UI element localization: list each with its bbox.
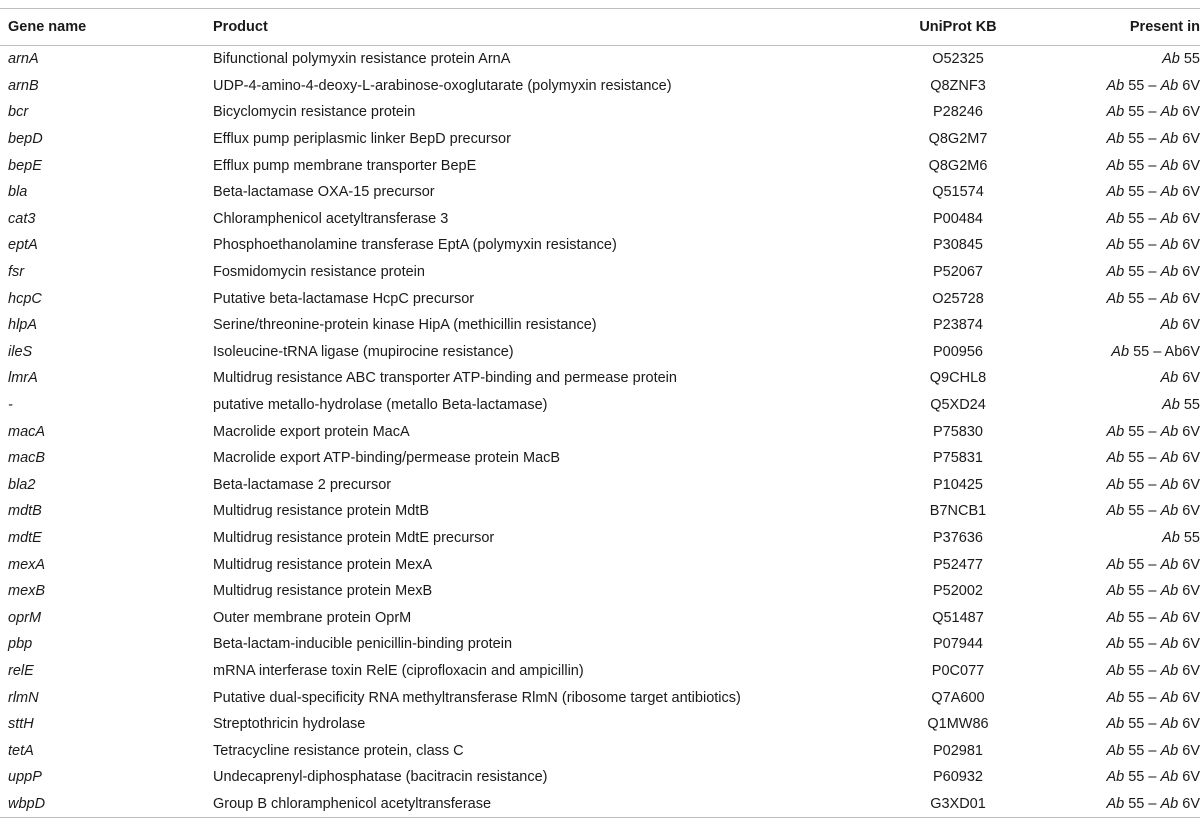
strain-prefix: Ab [1106,609,1125,626]
strain-prefix: Ab [1106,157,1125,174]
strain-prefix: Ab [1160,423,1179,440]
strain-prefix: Ab [1160,210,1179,227]
cell-product: Efflux pump membrane transporter BepE [213,157,477,174]
cell-present-in [1083,152,1200,179]
table-row [0,392,1200,419]
strain-prefix: Ab [1111,343,1130,360]
cell-present-in [1083,312,1200,339]
cell-product: Group B chloramphenicol acetyltransferase [213,795,492,812]
table-row [0,791,1200,818]
strain-text: 6V [1178,476,1200,493]
cell-gene-name: relE [8,662,34,679]
strain-text: 6V [1178,503,1200,520]
strain-text: 6V [1178,157,1200,174]
strain-prefix: Ab [1106,104,1125,121]
strain-text: 55 – [1124,290,1161,307]
strain-prefix: Ab [1106,450,1125,467]
cell-uniprot-id: Q51487 [932,609,984,626]
strain-text: 6V [1178,77,1200,94]
cell-present-in [1083,179,1200,206]
header-present-in: Present in [1129,19,1200,35]
cell-gene-name: bcr [8,104,29,121]
cell-uniprot-id: Q9CHL8 [929,370,987,387]
cell-gene-name: bepE [8,157,42,174]
strain-prefix: Ab [1106,769,1125,786]
cell-present-in [1083,472,1200,499]
cell-present-in [1083,99,1200,126]
cell-product: Serine/threonine-protein kinase HipA (methicillin resistance) [213,317,597,334]
cell-gene-name: mexA [8,556,46,573]
strain-prefix: Ab [1106,662,1125,679]
cell-gene-name: hcpC [8,290,42,307]
header-row [0,9,1200,46]
cell-present-in [1083,445,1200,472]
strain-text: 55 – [1124,716,1161,733]
cell-gene-name: arnB [8,77,39,94]
cell-uniprot-id: P52002 [933,583,983,600]
strain-prefix: Ab [1160,795,1179,812]
cell-product: Streptothricin hydrolase [213,716,366,733]
cell-gene-name: bla [8,184,28,201]
strain-prefix: Ab [1160,184,1179,201]
table-row [0,658,1200,685]
strain-text: 55 – [1124,476,1161,493]
table-row [0,206,1200,233]
strain-prefix: Ab [1160,237,1179,254]
cell-product: Macrolide export ATP-binding/permease protein MacB [213,450,561,467]
cell-uniprot-id: Q1MW86 [927,716,989,733]
strain-text: 6V [1178,450,1200,467]
strain-text: 6V [1178,609,1200,626]
cell-present-in [1083,365,1200,392]
strain-text: 6V [1178,795,1200,812]
strain-prefix: Ab [1160,476,1179,493]
strain-text: 55 – [1124,237,1161,254]
cell-gene-name: macB [8,450,46,467]
table-row [0,684,1200,711]
strain-text: 55 – [1124,795,1161,812]
strain-text: 55 – [1124,662,1161,679]
cell-uniprot-id: G3XD01 [930,795,986,812]
strain-prefix: Ab [1160,769,1179,786]
strain-prefix: Ab [1106,77,1125,94]
cell-gene-name: - [8,397,13,414]
table-row [0,179,1200,206]
strain-text: 6V [1178,769,1200,786]
cell-product: Putative dual-specificity RNA methyltransferase RlmN (ribosome target antibiotics) [213,689,741,706]
strain-text: 6V [1178,423,1200,440]
strain-prefix: Ab [1106,237,1125,254]
cell-uniprot-id: Q7A600 [931,689,985,706]
cell-product: Multidrug resistance protein MdtE precursor [213,529,495,546]
strain-text: 55 – [1124,104,1161,121]
cell-present-in [1083,46,1200,73]
cell-product: Beta-lactam-inducible penicillin-binding protein [213,636,513,653]
cell-gene-name: eptA [8,237,38,254]
table-row [0,472,1200,499]
cell-gene-name: ileS [8,343,33,360]
cell-product: Fosmidomycin resistance protein [213,264,425,281]
cell-uniprot-id: P60932 [933,769,983,786]
table-row [0,339,1200,366]
cell-gene-name: fsr [8,264,25,281]
table-row [0,737,1200,764]
cell-uniprot-id: O25728 [932,290,984,307]
strain-prefix: Ab [1106,716,1125,733]
cell-gene-name: pbp [8,636,33,653]
strain-text: 55 – [1124,157,1161,174]
strain-prefix: Ab [1106,423,1125,440]
cell-gene-name: sttH [8,716,34,733]
cell-uniprot-id: P28246 [933,104,983,121]
strain-prefix: Ab [1162,51,1180,68]
table-row [0,152,1200,179]
strain-text: 55 – [1124,184,1161,201]
strain-prefix: Ab [1106,503,1125,520]
cell-gene-name: cat3 [8,210,36,227]
strain-prefix: Ab [1106,210,1125,227]
strain-text: 6V [1178,583,1200,600]
cell-present-in [1083,73,1200,100]
strain-prefix: Ab [1160,317,1179,334]
strain-prefix: Ab [1160,264,1179,281]
cell-uniprot-id: Q8G2M7 [928,131,988,148]
header-gene-name: Gene name [8,19,87,35]
strain-text: 55 – [1124,450,1161,467]
cell-product: Outer membrane protein OprM [213,609,412,626]
cell-gene-name: bepD [8,131,43,148]
table-row [0,312,1200,339]
strain-prefix: Ab [1106,742,1125,759]
cell-uniprot-id: P02981 [933,742,983,759]
header-product: Product [213,19,268,35]
cell-present-in [1083,285,1200,312]
table-row [0,418,1200,445]
strain-prefix: Ab [1106,556,1125,573]
cell-product: Efflux pump periplasmic linker BepD precursor [213,131,511,148]
strain-prefix: Ab [1160,77,1179,94]
table-row [0,99,1200,126]
strain-prefix: Ab [1160,104,1179,121]
strain-text: 6V [1178,184,1200,201]
strain-text: 55 – [1124,609,1161,626]
cell-gene-name: mdtE [8,529,42,546]
strain-prefix: Ab [1106,689,1125,706]
cell-uniprot-id: P52477 [933,556,983,573]
strain-text: 55 – [1124,503,1161,520]
table-row [0,711,1200,738]
cell-present-in [1083,392,1200,419]
table-row [0,365,1200,392]
strain-prefix: Ab [1106,184,1125,201]
strain-text: 55 – [1124,636,1161,653]
strain-prefix: Ab [1160,583,1179,600]
cell-present-in [1083,339,1200,366]
strain-prefix: Ab [1160,503,1179,520]
table-row [0,498,1200,525]
table-body [0,46,1200,818]
strain-text: 6V [1178,716,1200,733]
strain-prefix: Ab [1106,636,1125,653]
table-row [0,46,1200,73]
cell-product: Bifunctional polymyxin resistance protein ArnA [213,51,511,68]
strain-text: 55 – [1124,769,1161,786]
cell-product: Tetracycline resistance protein, class C [213,742,464,759]
strain-text: 6V [1178,636,1200,653]
strain-text: 6V [1178,370,1200,387]
strain-prefix: Ab [1106,131,1125,148]
cell-present-in [1083,232,1200,259]
strain-text: 55 – [1124,131,1161,148]
strain-prefix: Ab [1160,131,1179,148]
cell-product: Beta-lactamase OXA-15 precursor [213,184,435,201]
resistance-genes-table-container [0,8,1200,818]
cell-present-in [1083,711,1200,738]
strain-prefix: Ab [1106,583,1125,600]
table-header [0,9,1200,46]
strain-prefix: Ab [1160,450,1179,467]
table-row [0,578,1200,605]
strain-prefix: Ab [1160,157,1179,174]
strain-prefix: Ab [1160,636,1179,653]
strain-prefix: Ab [1162,529,1180,546]
cell-uniprot-id: Q51574 [932,184,984,201]
cell-uniprot-id: O52325 [932,51,984,68]
resistance-genes-table [0,8,1200,818]
cell-gene-name: wbpD [8,795,46,812]
cell-product: Multidrug resistance protein MexA [213,556,433,573]
table-row [0,631,1200,658]
strain-text: 6V [1178,131,1200,148]
strain-prefix: Ab [1160,556,1179,573]
cell-product: Bicyclomycin resistance protein [213,104,416,121]
strain-text: 55 [1179,529,1200,546]
cell-product: Undecaprenyl-diphosphatase (bacitracin resistance) [213,769,548,786]
cell-uniprot-id: B7NCB1 [929,503,987,520]
cell-present-in [1083,259,1200,286]
cell-product: Macrolide export protein MacA [213,423,410,440]
strain-text: 55 [1179,397,1200,414]
cell-gene-name: rlmN [8,689,39,706]
cell-uniprot-id: P07944 [933,636,983,653]
strain-text: 6V [1178,290,1200,307]
cell-uniprot-id: P30845 [933,237,983,254]
cell-present-in [1083,126,1200,153]
cell-present-in [1083,525,1200,552]
cell-gene-name: uppP [8,769,42,786]
strain-prefix: Ab [1106,290,1125,307]
table-row [0,604,1200,631]
cell-uniprot-id: P00956 [933,343,983,360]
cell-product: Beta-lactamase 2 precursor [213,476,392,493]
cell-product: putative metallo-hydrolase (metallo Beta-lactamase) [213,397,548,414]
cell-product: Multidrug resistance protein MdtB [213,503,429,520]
header-uniprot: UniProt KB [919,19,997,35]
strain-text: 55 [1179,51,1200,68]
cell-product: Chloramphenicol acetyltransferase 3 [213,210,449,227]
strain-prefix: Ab [1106,795,1125,812]
cell-product: Multidrug resistance ABC transporter ATP-binding and permease protein [213,370,677,387]
cell-product: Isoleucine-tRNA ligase (mupirocine resistance) [213,343,514,360]
cell-uniprot-id: P75831 [933,450,983,467]
strain-prefix: Ab [1160,662,1179,679]
cell-gene-name: oprM [8,609,42,626]
strain-text: 6V [1178,264,1200,281]
strain-prefix: Ab [1162,397,1180,414]
cell-gene-name: hlpA [8,317,38,334]
cell-product: UDP-4-amino-4-deoxy-L-arabinose-oxoglutarate (polymyxin resistance) [213,77,672,94]
cell-uniprot-id: Q8G2M6 [928,157,988,174]
cell-gene-name: mexB [8,583,46,600]
cell-gene-name: macA [8,423,46,440]
cell-gene-name: lmrA [8,370,38,387]
strain-text: 55 – [1124,210,1161,227]
cell-present-in [1083,658,1200,685]
strain-text: 55 – Ab6V [1129,343,1200,360]
cell-uniprot-id: P23874 [933,317,983,334]
cell-present-in [1083,418,1200,445]
strain-text: 6V [1178,662,1200,679]
cell-uniprot-id: P52067 [933,264,983,281]
table-row [0,525,1200,552]
cell-product: Multidrug resistance protein MexB [213,583,433,600]
strain-prefix: Ab [1106,476,1125,493]
table-row [0,232,1200,259]
strain-text: 6V [1178,210,1200,227]
cell-gene-name: arnA [8,51,39,68]
table-row [0,551,1200,578]
cell-present-in [1083,791,1200,818]
strain-prefix: Ab [1160,689,1179,706]
cell-uniprot-id: P10425 [933,476,983,493]
strain-prefix: Ab [1160,716,1179,733]
cell-product: mRNA interferase toxin RelE (ciprofloxacin and ampicillin) [213,662,584,679]
cell-present-in [1083,764,1200,791]
cell-present-in [1083,551,1200,578]
cell-present-in [1083,206,1200,233]
strain-prefix: Ab [1160,370,1179,387]
cell-uniprot-id: P75830 [933,423,983,440]
table-row [0,285,1200,312]
cell-present-in [1083,631,1200,658]
strain-text: 55 – [1124,689,1161,706]
strain-text: 6V [1178,237,1200,254]
strain-text: 6V [1178,317,1200,334]
strain-text: 6V [1178,556,1200,573]
cell-gene-name: mdtB [8,503,42,520]
strain-text: 55 – [1124,77,1161,94]
strain-text: 55 – [1124,556,1161,573]
strain-prefix: Ab [1106,264,1125,281]
cell-gene-name: tetA [8,742,34,759]
cell-uniprot-id: Q8ZNF3 [930,77,986,94]
table-row [0,126,1200,153]
cell-present-in [1083,498,1200,525]
cell-present-in [1083,578,1200,605]
strain-text: 55 – [1124,264,1161,281]
cell-uniprot-id: P37636 [933,529,983,546]
cell-present-in [1083,604,1200,631]
strain-text: 6V [1178,742,1200,759]
table-row [0,259,1200,286]
cell-present-in [1083,684,1200,711]
cell-product: Putative beta-lactamase HcpC precursor [213,290,475,307]
table-row [0,445,1200,472]
cell-gene-name: bla2 [8,476,36,493]
strain-text: 55 – [1124,583,1161,600]
cell-uniprot-id: P0C077 [931,662,985,679]
cell-uniprot-id: Q5XD24 [930,397,986,414]
strain-prefix: Ab [1160,742,1179,759]
cell-present-in [1083,737,1200,764]
cell-uniprot-id: P00484 [933,210,983,227]
strain-text: 6V [1178,689,1200,706]
table-row [0,764,1200,791]
strain-text: 55 – [1124,742,1161,759]
strain-prefix: Ab [1160,290,1179,307]
strain-text: 6V [1178,104,1200,121]
strain-prefix: Ab [1160,609,1179,626]
cell-product: Phosphoethanolamine transferase EptA (polymyxin resistance) [213,237,617,254]
strain-text: 55 – [1124,423,1161,440]
table-row [0,73,1200,100]
